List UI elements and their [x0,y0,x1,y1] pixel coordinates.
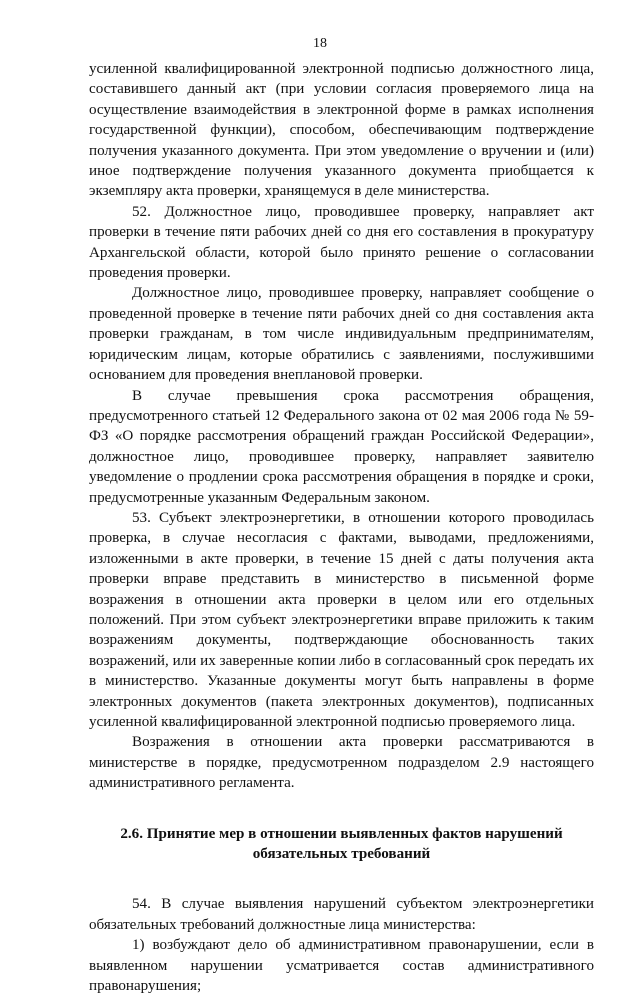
document-body [89,59,594,996]
paragraph-objections: Возражения в отношении акта проверки рассматриваются в министерстве в порядке, предусмотренном подразделом 2.9 настоящего административного регламента. [89,734,594,792]
paragraph-continuation: усиленной квалифицированной электронной подписью должностного лица, составившего данный акт (при условии согласия проверяемого лица на осуществление взаимодействия в электронной форме в рамках исполнения государственной функции), способом, обеспечивающим подтверждение получения указанного документа. При этом уведомление о вручении и (или) иное подтверждение получения указанного документа приобщается к экземпляру акта проверки, хранящемуся в деле министерства. [89,61,594,200]
paragraph-54-item-1: 1) возбуждают дело об административном правонарушении, если в выявленном нарушении усматривается состав административного правонарушения; [89,937,594,995]
paragraph-52: 52. Должностное лицо, проводившее проверку, направляет акт проверки в течение пяти рабочих дней со дня его составления в прокуратуру Архангельской области, которой было принято решение о согласовании проведения проверки. [89,203,594,282]
page-number: 18 [313,36,327,51]
section-heading: 2.6. Принятие мер в отношении выявленных фактов нарушений обязательных требований [120,825,563,863]
paragraph-term-extension: В случае превышения срока рассмотрения обращения, предусмотренного статьей 12 Федерального закона от 02 мая 2006 года № 59-ФЗ «О порядке рассмотрения обращений граждан Российской Федерации», должностное лицо, проводившее проверку, направляет заявителю уведомление о продлении срока рассмотрения обращения в порядке и сроки, предусмотренные указанным Федеральным законом. [89,387,594,506]
paragraph-53: 53. Субъект электроэнергетики, в отношении которого проводилась проверка, в случае несогласия с фактами, выводами, предложениями, изложенными в акте проверки, в течение 15 дней с даты получения акта проверки вправе представить в министерство в письменной форме возражения в отношении акта проверки в целом или его отдельных положений. При этом субъект электроэнергетики вправе приложить к таким возражениям документы, подтверждающие обоснованность таких возражений, или их заверенные копии либо в согласованный срок передать их в министерство. Указанные документы могут быть направлены в форме электронных документов (пакета электронных документов), подписанных усиленной квалифицированной электронной подписью проверяемого лица. [89,509,594,730]
paragraph-notice-to-applicants: Должностное лицо, проводившее проверку, направляет сообщение о проведенной проверке в течение пяти рабочих дней со дня составления акта проверки гражданам, в том числе индивидуальным предпринимателям, юридическим лицам, которые обратились с заявлениями, послужившими основанием для проведения внеплановой проверки. [89,285,594,384]
paragraph-54: 54. В случае выявления нарушений субъектом электроэнергетики обязательных требований должностные лица министерства: [89,896,594,933]
